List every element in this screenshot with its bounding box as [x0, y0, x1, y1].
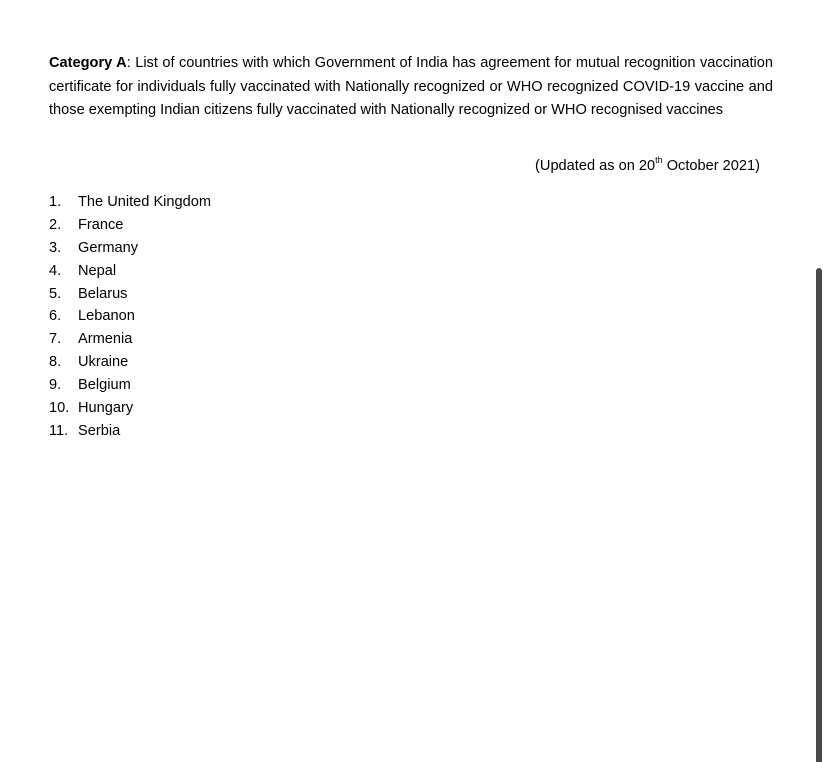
list-item-country: Nepal: [78, 262, 117, 279]
intro-paragraph: [49, 52, 773, 123]
list-item-country: Armenia: [78, 331, 133, 348]
intro-text: : List of countries with which Government of India has agreement for mutual recognition vaccination certificate for individuals fully vaccinated with Nationally recognized or WHO recognized COVID-19 vaccine and those exempting Indian citizens fully vaccinated with Nationally recognized or WHO recognised vaccines: [49, 55, 773, 119]
list-item: [49, 283, 211, 306]
list-item-number: 5.: [49, 285, 62, 302]
list-item-number: 1.: [49, 194, 62, 210]
list-item-country: France: [78, 216, 124, 233]
list-item-number: 4.: [49, 262, 62, 279]
list-item: [49, 328, 211, 351]
list-item-number: 8.: [49, 354, 62, 371]
list-item: [49, 420, 211, 443]
list-item-number: 11.: [49, 422, 69, 439]
list-item: [49, 397, 211, 420]
list-item: [49, 214, 211, 237]
list-item-number: 10.: [49, 400, 70, 417]
list-item-country: Hungary: [78, 400, 134, 417]
list-item-country: Ukraine: [78, 354, 129, 371]
list-item: [49, 237, 211, 260]
list-item-number: 3.: [49, 239, 62, 256]
updated-date: [535, 155, 760, 178]
updated-prefix: (Updated as on 20: [535, 158, 656, 174]
list-item: [49, 374, 211, 397]
updated-superscript: th: [655, 155, 663, 166]
list-item: [49, 191, 211, 214]
list-item: [49, 260, 211, 283]
list-item-number: 7.: [49, 331, 62, 348]
vertical-scrollbar[interactable]: [816, 268, 822, 762]
category-label: Category A: [49, 55, 127, 71]
list-item: [49, 351, 211, 374]
list-item-country: Serbia: [78, 422, 121, 439]
country-list: [49, 191, 211, 443]
list-item-country: Lebanon: [78, 308, 135, 325]
list-item-number: 9.: [49, 377, 62, 394]
list-item-country: Germany: [78, 239, 139, 256]
list-item: [49, 305, 211, 328]
list-item-number: 2.: [49, 216, 62, 233]
list-item-country: Belarus: [78, 285, 128, 302]
list-item-number: 6.: [49, 308, 62, 325]
updated-suffix: October 2021): [662, 158, 760, 174]
list-item-country: The United Kingdom: [78, 194, 212, 210]
list-item-country: Belgium: [78, 377, 131, 394]
